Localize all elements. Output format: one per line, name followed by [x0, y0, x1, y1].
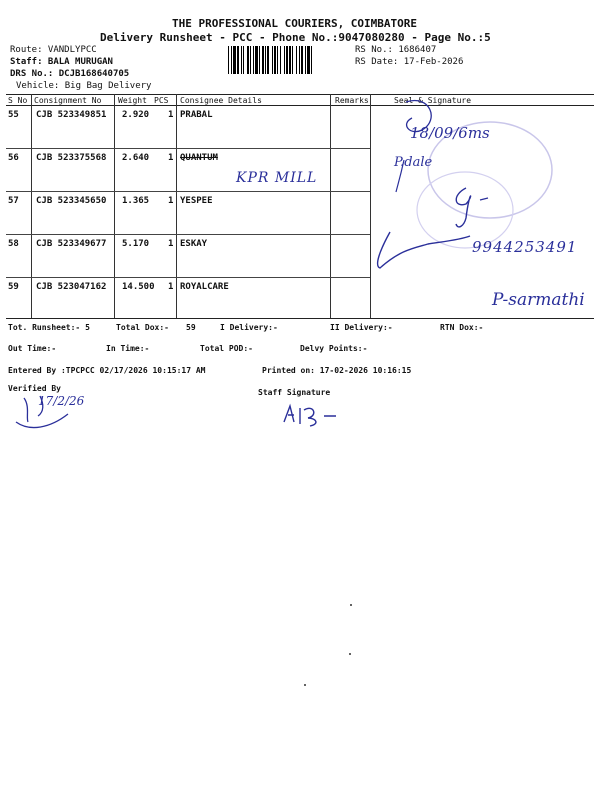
signature-stroke	[284, 406, 336, 426]
total-runsheet: Tot. Runsheet:- 5	[8, 323, 90, 332]
out-time-label: Out Time:-	[8, 344, 57, 353]
row-consignee: QUANTUM	[180, 153, 218, 163]
handwritten-phone-row58: 9944253491	[472, 238, 578, 256]
row-pcs: 1	[168, 282, 174, 292]
row-consignee: ESKAY	[180, 239, 208, 249]
barcode-bar	[299, 46, 300, 74]
scan-speck	[350, 604, 352, 606]
row-sno: 59	[8, 282, 19, 292]
col-divider	[330, 94, 331, 318]
barcode-bar	[292, 46, 293, 74]
barcode-bar	[253, 46, 254, 74]
total-pod-label: Total POD:-	[200, 344, 253, 353]
col-divider	[31, 94, 32, 318]
row-consignment: CJB 523047162	[36, 282, 107, 292]
printed-on: Printed on: 17-02-2026 10:16:15	[262, 366, 412, 375]
col-header-consignee: Consignee Details	[180, 96, 262, 105]
row-consignment: CJB 523375568	[36, 153, 107, 163]
barcode-bar	[231, 46, 232, 74]
barcode-bar	[241, 46, 242, 74]
total-dox-label: Total Dox:-	[116, 323, 169, 332]
drs-number: DRS No.: DCJB168640705	[10, 69, 130, 79]
row-consignee: PRABAL	[180, 110, 213, 120]
barcode-bar	[237, 46, 239, 74]
ii-delivery-label: II Delivery:-	[330, 323, 393, 332]
entered-by: Entered By :TPCPCC 02/17/2026 10:15:17 AM	[8, 366, 206, 375]
route-label: Route: VANDLYPCC	[10, 45, 97, 55]
barcode-bar	[311, 46, 312, 74]
barcode-bar	[267, 46, 269, 74]
barcode-bar	[250, 46, 251, 74]
row-sno: 56	[8, 153, 19, 163]
handwritten-signature-row56: P.dale	[394, 155, 433, 170]
barcode-bar	[255, 46, 258, 74]
rs-number: RS No.: 1686407	[355, 45, 437, 55]
col-divider	[176, 94, 177, 318]
barcode-bar	[277, 46, 278, 74]
barcode-bar	[259, 46, 260, 74]
row-sno: 57	[8, 196, 19, 206]
row-consignment: CJB 523345650	[36, 196, 107, 206]
barcode-bar	[243, 46, 244, 74]
row-rule	[6, 234, 370, 235]
row-consignee: ROYALCARE	[180, 282, 229, 292]
row-pcs: 1	[168, 196, 174, 206]
handwritten-note-row55: 18/09/6ms	[410, 124, 490, 142]
row-consignment: CJB 523349851	[36, 110, 107, 120]
row-consignment: CJB 523349677	[36, 239, 107, 249]
signature-stroke	[480, 198, 488, 200]
row-weight: 2.640	[122, 153, 150, 163]
runsheet-title: Delivery Runsheet - PCC - Phone No.:9047080280 - Page No.:5	[100, 31, 491, 44]
row-sno: 58	[8, 239, 19, 249]
col-header-weight: Weight	[118, 96, 147, 105]
col-header-consignment: Consignment No	[34, 96, 102, 105]
signature-stroke	[378, 232, 470, 268]
barcode-bar	[262, 46, 264, 74]
row-pcs: 1	[168, 239, 174, 249]
barcode-bar	[284, 46, 285, 74]
rs-date: RS Date: 17-Feb-2026	[355, 57, 464, 67]
staff-label: Staff: BALA MURUGAN	[10, 57, 113, 67]
seal-stamp	[417, 172, 513, 248]
barcode-bar	[286, 46, 288, 74]
row-pcs: 1	[168, 153, 174, 163]
table-top-rule	[6, 94, 594, 95]
row-weight: 1.365	[122, 196, 150, 206]
row-rule	[6, 148, 370, 149]
barcode	[228, 46, 350, 74]
total-dox-value: 59	[186, 323, 196, 332]
barcode-bar	[228, 46, 229, 74]
barcode-bar	[233, 46, 236, 74]
col-header-pcs: PCS	[154, 96, 169, 105]
row-consignee: YESPEE	[180, 196, 213, 206]
barcode-bar	[274, 46, 276, 74]
verified-by-label: Verified By	[8, 384, 61, 393]
barcode-bar	[280, 46, 281, 74]
col-header-sno: S No	[8, 96, 28, 105]
barcode-bar	[289, 46, 291, 74]
row-sno: 55	[8, 110, 19, 120]
scan-speck	[349, 653, 351, 655]
col-header-seal: Seal & Signature	[394, 96, 472, 105]
staff-signature-label: Staff Signature	[258, 388, 331, 397]
handwritten-signature-row59: P-sarmathi	[492, 290, 585, 310]
scan-speck	[304, 684, 306, 686]
row-rule	[6, 277, 370, 278]
barcode-bar	[307, 46, 310, 74]
barcode-bar	[247, 46, 249, 74]
i-delivery-label: I Delivery:-	[220, 323, 278, 332]
barcode-bar	[272, 46, 273, 74]
barcode-bar	[265, 46, 266, 74]
row-pcs: 1	[168, 110, 174, 120]
barcode-bar	[301, 46, 303, 74]
delvy-points-label: Delvy Points:-	[300, 344, 368, 353]
row-rule	[6, 191, 370, 192]
barcode-bar	[296, 46, 297, 74]
row-weight: 14.500	[122, 282, 155, 292]
handwritten-correction: KPR MILL	[236, 170, 318, 186]
vehicle-label: Vehicle: Big Bag Delivery	[16, 81, 152, 91]
in-time-label: In Time:-	[106, 344, 150, 353]
company-name: THE PROFESSIONAL COURIERS, COIMBATORE	[172, 17, 418, 30]
row-weight: 2.920	[122, 110, 150, 120]
col-header-remarks: Remarks	[335, 96, 369, 105]
signature-stroke	[456, 188, 471, 227]
col-divider	[114, 94, 115, 318]
barcode-bar	[305, 46, 306, 74]
row-weight: 5.170	[122, 239, 150, 249]
verified-date: 17/2/26	[38, 394, 85, 408]
rtn-dox-label: RTN Dox:-	[440, 323, 484, 332]
staff-signature-scribble	[280, 402, 340, 428]
